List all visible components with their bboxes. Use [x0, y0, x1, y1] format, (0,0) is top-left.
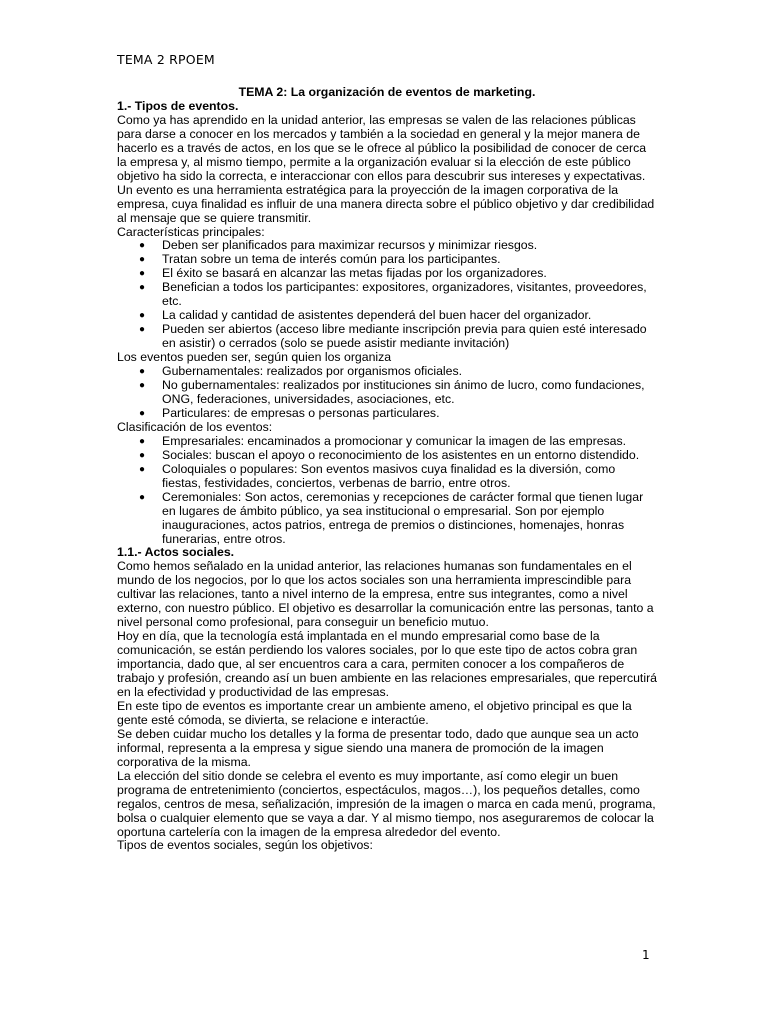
list-item: ● Pueden ser abiertos (acceso libre mediante inscripción previa para quien esté interesado en asistir) o cerrados (solo se puede asistir mediante invitación)	[139, 322, 647, 351]
bullet-icon: ●	[139, 324, 146, 336]
running-header: TEMA 2 RPOEM	[117, 52, 215, 67]
list-item: ● La calidad y cantidad de asistentes dependerá del buen hacer del organizador.	[139, 308, 592, 323]
organizers-label: Los eventos pueden ser, según quien los organiza	[117, 350, 392, 365]
list-item: ● Benefician a todos los participantes: expositores, organizadores, visitantes, proveedores, etc.	[139, 280, 647, 309]
list-item: ● No gubernamentales: realizados por instituciones sin ánimo de lucro, como fundaciones, ONG, federaciones, universidades, asociaciones, etc.	[139, 378, 645, 406]
page-number: 1	[642, 948, 650, 962]
intro-paragraph: Como ya has aprendido en la unidad anterior, las empresas se valen de las relaciones públicas para darse a conocer en los mercados y también a la sociedad en general y la mejor manera de hacerlo es a través de actos, en los que se le ofrece al público la posibilidad de conocer de cerca la empresa y, al mismo tiempo, permite a la organización evaluar si la elección de este público objetivo ha sido la correcta, e interaccionar con ellos para descubrir sus intereses y expectativas.	[117, 112, 647, 183]
bullet-icon: ●	[139, 491, 146, 503]
bullet-icon: ●	[139, 254, 146, 266]
list-item: ● Ceremoniales: Son actos, ceremonias y recepciones de carácter formal que tienen lugar en lugares de ámbito público, ya sea institucional o empresarial. Son por ejemplo inauguraciones, actos patrios, entrega de premios o distinciones, homenajes, honras funerarias, entre otros.	[139, 489, 644, 546]
intro-paragraph: Un evento es una herramienta estratégica para la proyección de la imagen corporativa de la empresa, cuya finalidad es influir de una manera directa sobre el público objetivo y dar credibilidad al mensaje que se quiere transmitir.	[117, 182, 655, 225]
section-heading-1: 1.- Tipos de eventos.	[117, 98, 239, 113]
list-item: ● Empresariales: encaminados a promocionar y comunicar la imagen de las empresas.	[139, 433, 627, 448]
bullet-icon: ●	[139, 449, 146, 461]
body-paragraph: Como hemos señalado en la unidad anterior, las relaciones humanas son fundamentales en el mundo de los negocios, por lo que los actos sociales son una herramienta imprescindible para cultivar las relaciones, tanto a nivel interno de la empresa, entre sus integrantes, como a nivel externo, con nuestro público. El objetivo es desarrollar la comunicación entre las personas, tanto a nivel personal como profesional, para conseguir un beneficio mutuo.	[117, 559, 654, 630]
body-paragraph: Hoy en día, que la tecnología está implantada en el mundo empresarial como base de la comunicación, se están perdiendo los valores sociales, por lo que este tipo de actos cobra gran importancia, dado que, al ser encuentros cara a cara, permiten conocer a los compañeros de trabajo y profesión, creando así un buen ambiente en las relaciones empresariales, que repercutirá en la efectividad y productividad de las empresas.	[117, 629, 658, 699]
organizers-list	[117, 365, 657, 421]
characteristics-label: Características principales:	[117, 224, 265, 239]
bullet-icon: ●	[139, 268, 146, 280]
body-paragraph: En este tipo de eventos es importante crear un ambiente ameno, el objetivo principal es que la gente esté cómoda, se divierta, se relacione e interactúe.	[117, 698, 632, 727]
list-item: ● Tratan sobre un tema de interés común para los participantes.	[139, 252, 501, 267]
body-paragraph: La elección del sitio donde se celebra el evento es muy importante, así como elegir un buen programa de entretenimiento (conciertos, espectáculos, magos…), los pequeños detalles, como regalos, centros de mesa, señalización, impresión de la imagen o marca en cada menú, programa, bolsa o cualquier elemento que se vaya a dar. Y al mismo tiempo, nos aseguraremos de colocar la oportuna cartelería con la imagen de la empresa alrededor del evento.	[117, 768, 656, 839]
list-item: ● Deben ser planificados para maximizar recursos y minimizar riesgos.	[139, 238, 538, 253]
list-item: ● Coloquiales o populares: Son eventos masivos cuya finalidad es la diversión, como fiestas, festividades, conciertos, verbenas de barrio, entre otros.	[139, 461, 616, 490]
bullet-icon: ●	[139, 240, 146, 252]
document-title: TEMA 2: La organización de eventos de marketing.	[238, 85, 536, 99]
list-item: ● Particulares: de empresas o personas particulares.	[139, 405, 440, 420]
bullet-icon: ●	[139, 310, 146, 322]
list-item: ● Sociales: buscan el apoyo o reconocimiento de los asistentes en un entorno distendido.	[139, 447, 640, 462]
bullet-icon: ●	[139, 366, 146, 378]
bullet-icon: ●	[139, 282, 146, 294]
body-paragraph: Tipos de eventos sociales, según los objetivos:	[117, 838, 373, 853]
bullet-icon: ●	[139, 380, 146, 392]
bullet-icon: ●	[139, 435, 146, 447]
bullet-icon: ●	[139, 407, 146, 419]
classification-list	[117, 435, 657, 547]
body-paragraph: Se deben cuidar mucho los detalles y la forma de presentar todo, dado que aunque sea un acto informal, representa a la empresa y sigue siendo una manera de promoción de la imagen corporativa de la misma.	[117, 726, 639, 769]
section-heading-1-1: 1.1.- Actos sociales.	[117, 545, 235, 560]
characteristics-list	[117, 239, 657, 351]
document-body	[117, 86, 657, 853]
classification-label: Clasificación de los eventos:	[117, 419, 273, 434]
bullet-icon: ●	[139, 463, 146, 475]
list-item: ● Gubernamentales: realizados por organismos oficiales.	[139, 364, 463, 379]
list-item: ● El éxito se basará en alcanzar las metas fijadas por los organizadores.	[139, 266, 547, 281]
